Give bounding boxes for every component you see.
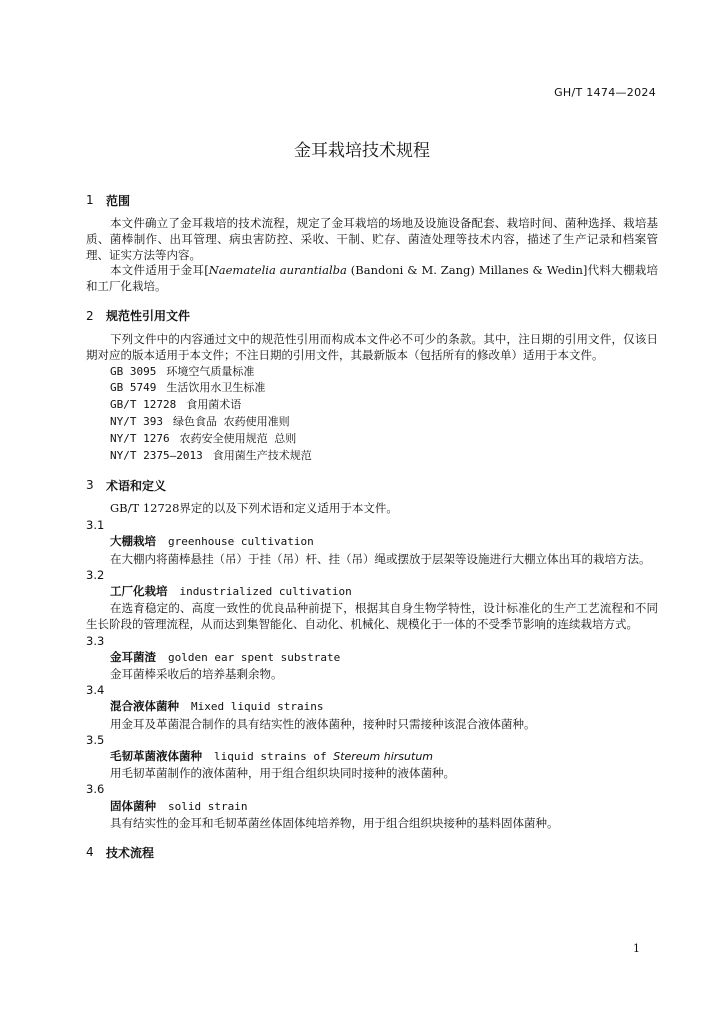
reference-title: 生活饮用水卫生标准 xyxy=(166,381,266,395)
term-number: 3.2 xyxy=(86,567,105,582)
term-english: solid strain xyxy=(168,799,248,813)
reference-title: 食用菌术语 xyxy=(186,398,242,412)
terms-intro: GB/T 12728界定的以及下列术语和定义适用于本文件。 xyxy=(110,501,398,516)
term-entry xyxy=(86,698,658,715)
section-3-heading xyxy=(86,475,658,495)
term-definition: 金耳菌棒采收后的培养基剩余物。 xyxy=(110,666,283,681)
section-title: 术语和定义 xyxy=(106,478,167,493)
term-chinese: 金耳菌渣 xyxy=(110,649,156,664)
term-english: golden ear spent substrate xyxy=(168,650,341,664)
reference-item xyxy=(86,397,658,414)
term-definition: 用毛韧革菌制作的液体菌种，用于组合组织块同时接种的液体菌种。 xyxy=(110,766,455,781)
term-entry xyxy=(86,533,658,550)
reference-title: 环境空气质量标准 xyxy=(166,364,255,378)
reference-list xyxy=(86,364,658,465)
term-number: 3.1 xyxy=(86,518,105,533)
section-number: 4 xyxy=(86,845,94,860)
term-entry xyxy=(86,748,658,765)
section-number: 1 xyxy=(86,193,94,207)
reference-code: NY/T 393 xyxy=(110,414,163,428)
reference-item xyxy=(86,364,658,381)
term-definition: 在选育稳定的、高度一致性的优良品种前提下，根据其自身生物学特性，设计标准化的生产工艺流程和不同生长阶段的管理流程，从而达到集智能化、自动化、机械化、规模化于一体的不受季节影响的连续栽培方式。 xyxy=(86,601,658,632)
section-number: 2 xyxy=(86,308,94,323)
reference-title: 食用菌生产技术规范 xyxy=(212,448,312,462)
term-chinese: 大棚栽培 xyxy=(110,534,156,549)
term-chinese: 混合液体菌种 xyxy=(110,699,179,714)
reference-item xyxy=(86,414,658,431)
term-definition: 用金耳及革菌混合制作的具有结实性的液体菌种，接种时只需接种该混合液体菌种。 xyxy=(110,716,536,731)
scope-paragraph-1: 本文件确立了金耳栽培的技术流程，规定了金耳栽培的场地及设施设备配套、栽培时间、菌种选择、栽培基质、菌棒制作、出耳管理、病虫害防控、采收、干制、贮存、菌渣处理等技术内容，描述了生产记录和档案管理、证实方法等内容。 xyxy=(86,216,658,262)
term-definition: 具有结实性的金耳和毛韧革菌丝体固体纯培养物，用于组合组织块接种的基料固体菌种。 xyxy=(110,815,559,830)
section-title: 技术流程 xyxy=(106,845,155,860)
scope-paragraph-2: 本文件适用于金耳[Naematelia aurantialba (Bandoni & M. Zang) Millanes & Wedin]代料大棚栽培和工厂化栽培。 xyxy=(86,263,658,294)
section-title: 规范性引用文件 xyxy=(106,309,191,324)
section-2-heading xyxy=(86,306,658,326)
term-number: 3.3 xyxy=(86,633,105,648)
term-entry xyxy=(86,798,658,815)
term-definition: 在大棚内将菌棒悬挂（吊）于挂（吊）杆、挂（吊）绳或摆放于层架等设施进行大棚立体出耳的栽培方法。 xyxy=(110,551,651,566)
term-list xyxy=(86,517,658,831)
term-number: 3.5 xyxy=(86,732,105,747)
reference-title: 绿色食品 农药使用准则 xyxy=(172,414,290,428)
term-entry xyxy=(86,649,658,666)
reference-code: NY/T 1276 xyxy=(110,431,170,445)
term-english-italic: Stereum hirsutum xyxy=(333,750,434,763)
section-number: 3 xyxy=(86,478,94,493)
references-intro: 下列文件中的内容通过文中的规范性引用而构成本文件必不可少的条款。其中，注日期的引用文件，仅该日期对应的版本适用于本文件；不注日期的引用文件，其最新版本（包括所有的修改单）适用于本文件。 xyxy=(86,331,658,362)
reference-item xyxy=(86,448,658,465)
reference-title: 农药安全使用规范 总则 xyxy=(179,431,297,445)
section-1-heading xyxy=(86,190,658,210)
reference-item xyxy=(86,431,658,448)
term-english: industrialized cultivation xyxy=(179,584,352,598)
section-4-heading xyxy=(86,842,658,862)
species-name: Naematelia aurantialba xyxy=(208,263,347,278)
term-english: greenhouse cultivation xyxy=(168,535,314,549)
term-chinese: 固体菌种 xyxy=(110,798,156,813)
term-chinese: 毛韧革菌液体菌种 xyxy=(110,749,202,763)
document-body xyxy=(86,190,658,862)
term-english: Mixed liquid strains xyxy=(191,700,324,714)
page-number: 1 xyxy=(633,942,640,955)
reference-code: GB 3095 xyxy=(110,364,157,378)
term-number: 3.4 xyxy=(86,683,105,698)
reference-code: GB/T 12728 xyxy=(110,398,177,412)
standard-code: GH/T 1474—2024 xyxy=(554,86,656,99)
term-chinese: 工厂化栽培 xyxy=(110,583,168,598)
term-english: liquid strains of Stereum hirsutum xyxy=(214,750,434,763)
reference-code: NY/T 2375—2013 xyxy=(110,448,203,462)
term-number: 3.6 xyxy=(86,782,105,797)
reference-item xyxy=(86,380,658,397)
section-title: 范围 xyxy=(106,193,131,208)
reference-code: GB 5749 xyxy=(110,381,157,395)
term-entry xyxy=(86,583,658,600)
document-title: 金耳栽培技术规程 xyxy=(294,141,430,161)
